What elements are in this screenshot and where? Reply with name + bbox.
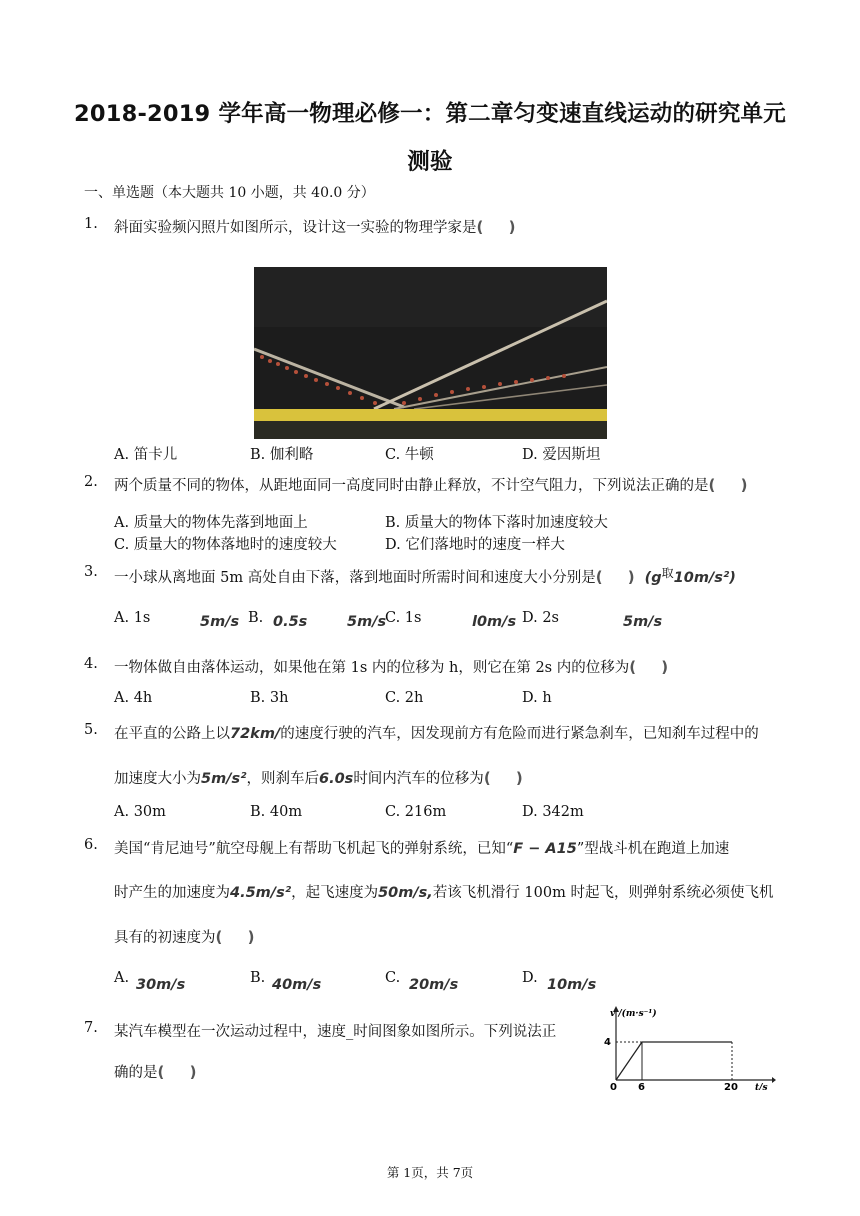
section-header: 一、单选题（本大题共 10 小题，共 40.0 分） [84,185,375,201]
question-stem: 美国“肯尼迪号”航空母舰上有帮助飞机起飞的弹射系统，已知“ [114,841,514,857]
option-a[interactable]: A. 质量大的物体先落到地面上 [114,515,308,531]
question-number: 1. [84,216,98,232]
gravity-note-value: 10m/s²) [673,570,736,586]
question-stem: 一物体做自由落体运动，如果他在第 1s 内的位移为 h，则它在第 2s 内的位移为 [114,660,630,676]
formula: 6.0s [318,771,354,787]
option-b[interactable]: B. [250,970,266,986]
option-b[interactable]: B. 3h [250,690,289,706]
answer-paren: ( ) [215,928,265,946]
x-tick-label: 0 [610,1082,617,1090]
y-axis-label: v /(m·s⁻¹) [610,1009,657,1019]
formula: 30m/s [136,977,186,993]
answer-paren: ( ) [476,218,526,236]
formula: 20m/s [409,977,459,993]
gravity-note-prefix: (g [644,570,662,586]
question-stem: 具有的初速度为 [114,930,216,946]
formula: 0.5s [273,614,308,630]
answer-paren: ( ) [595,568,645,586]
option-b[interactable]: B. 质量大的物体下落时加速度较大 [385,515,608,531]
formula: 10m/s [547,977,597,993]
option-a[interactable]: A. 30m [114,804,166,820]
option-c[interactable]: C. 216m [385,804,447,820]
question-text [114,564,736,587]
question-stem: ”型战斗机在跑道上加速 [576,841,730,857]
option-c[interactable]: C. 牛顿 [385,447,434,463]
question-stem: 一小球从离地面 5m 高处自由下落，落到地面时所需时间和速度大小分别是 [114,570,596,586]
formula: 40m/s [272,977,322,993]
question-text [114,1061,206,1082]
question-text [114,926,264,947]
question-stem: 确的是 [114,1065,158,1081]
x-axis-arrow [772,1077,776,1083]
formula: 4.5m/s² [230,885,292,901]
question-text [114,474,757,495]
option-a[interactable]: A. 4h [114,690,153,706]
option-b[interactable]: B. 伽利略 [250,447,314,463]
question-stem: 在平直的公路上以 [114,726,230,742]
formula: 72km/ [230,726,281,742]
option-d[interactable]: D. 爱因斯坦 [522,447,601,463]
question-text [114,722,759,743]
gravity-note-take: 取 [661,566,674,580]
option-d[interactable]: D. [522,970,538,986]
answer-paren: ( ) [708,476,758,494]
option-a[interactable]: A. [114,970,130,986]
answer-paren: ( ) [629,658,679,676]
question-number: 6. [84,837,98,853]
question-number: 4. [84,656,98,672]
question-text [114,837,729,858]
question-stem: ，则刹车后 [246,771,319,787]
page-footer: 第 1页，共 7页 [386,1165,474,1180]
option-a[interactable]: A. 笛卡儿 [114,447,178,463]
question-number: 2. [84,474,98,490]
formula: 5m/s [347,614,387,630]
question-stem: 斜面实验频闪照片如图所示，设计这一实验的物理学家是 [114,220,477,236]
option-c[interactable]: C. 2h [385,690,424,706]
question-stem: 两个质量不同的物体，从距地面同一高度同时由静止释放，不计空气阻力，下列说法正确的是 [114,478,709,494]
y-tick-label: 4 [604,1037,611,1048]
answer-paren: ( ) [483,769,533,787]
question-stem: 加速度大小为 [114,771,201,787]
page-title-line2: 测验 [407,149,453,175]
formula: 50m/s, [378,885,433,901]
question-text: 某汽车模型在一次运动过程中，速度_时间图象如图所示。下列说法正 [114,1024,557,1040]
question-number: 3. [84,564,98,580]
option-c[interactable]: C. [385,970,401,986]
question-stem: 时产生的加速度为 [114,885,230,901]
accel-segment [616,1042,642,1080]
page-title-line1: 2018-2019 学年高一物理必修一：第二章匀变速直线运动的研究单元 [74,101,786,127]
velocity-time-graph [600,1004,776,1090]
question-text [114,656,678,677]
answer-paren: ( ) [157,1063,207,1081]
question-text [114,881,773,902]
incline-strobe-photo [254,267,607,439]
x-axis-label: t/s [755,1083,768,1090]
option-d[interactable]: D. 它们落地时的速度一样大 [385,537,565,553]
question-number: 7. [84,1020,98,1036]
question-stem: 的速度行驶的汽车，因发现前方有危险而进行紧急刹车，已知刹车过程中的 [280,726,759,742]
option-b[interactable]: B. 40m [250,804,303,820]
x-tick-label: 20 [724,1082,738,1090]
photo-illustration [254,267,607,439]
formula: F − A15 [513,841,577,857]
x-tick-label: 6 [638,1082,645,1090]
question-text [114,767,533,788]
question-stem: 若该飞机滑行 100m 时起飞，则弹射系统必须使飞机 [432,885,774,901]
question-text [114,216,525,237]
question-number: 5. [84,722,98,738]
formula: 5m/s² [201,771,247,787]
option-c[interactable]: C. 1s [385,610,422,626]
option-d[interactable]: D. 2s [522,610,559,626]
option-b[interactable]: B. [248,610,264,626]
question-stem: 时间内汽车的位移为 [353,771,484,787]
formula: l0m/s [472,614,517,630]
formula: 5m/s [623,614,663,630]
option-a[interactable]: A. 1s [114,610,151,626]
question-stem: ，起飞速度为 [291,885,379,901]
option-c[interactable]: C. 质量大的物体落地时的速度较大 [114,537,337,553]
formula: 5m/s [200,614,240,630]
option-d[interactable]: D. 342m [522,804,584,820]
option-d[interactable]: D. h [522,690,552,706]
